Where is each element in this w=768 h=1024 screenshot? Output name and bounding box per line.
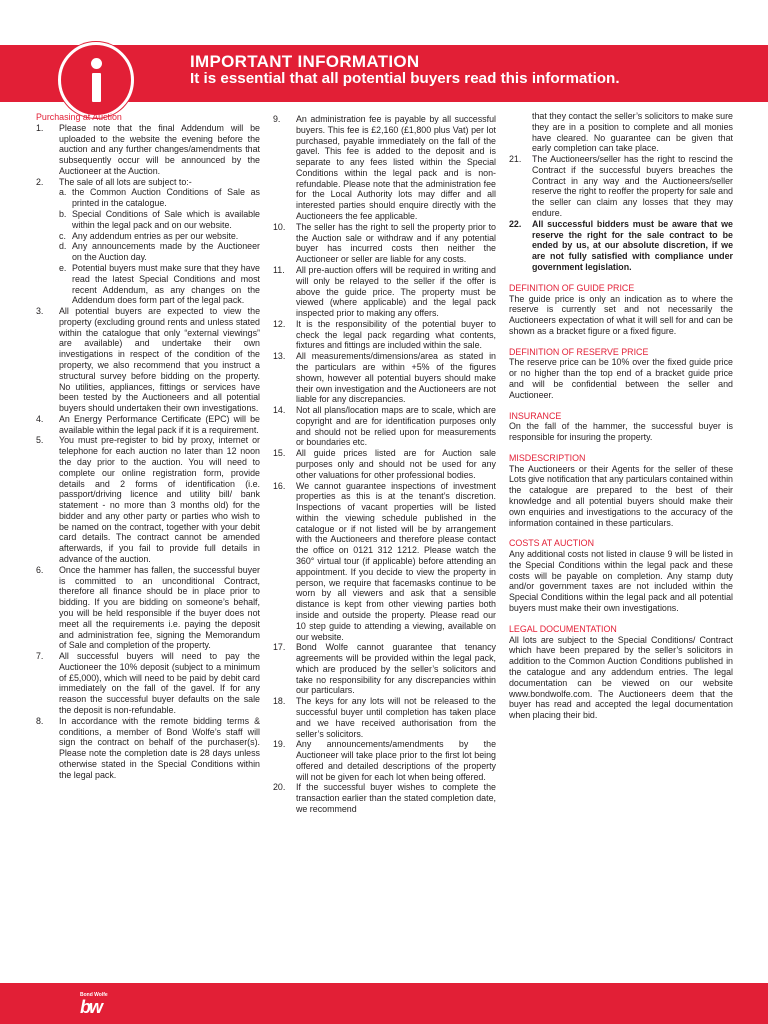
item-number: 5. (36, 435, 44, 446)
item-text: The keys for any lots will not be released to the successful buyer until completion has taken place and we have received authorisation from the seller’s solicitors. (296, 696, 496, 739)
item-number: 4. (36, 413, 44, 424)
list-item-6 (36, 565, 260, 651)
sub-item-letter: d. (59, 241, 67, 252)
list-item-3 (36, 306, 260, 414)
item-number: 8. (36, 715, 44, 726)
item-text: Bond Wolfe cannot guarantee that tenancy agreements will be provided within the legal pack, which are produced by the seller’s solicitors and take no responsibility for any discrepancies within our particulars. (296, 642, 496, 696)
logo-mark: bw (80, 997, 101, 1017)
section-heading-guide-price: DEFINITION OF GUIDE PRICE (509, 282, 635, 293)
item-text: Any announcements/amendments by the Auctioneer will take place prior to the first lot being offered and detailed descriptions of the property will not be given for each lot when being offered. (296, 739, 496, 782)
sub-item-text: Any addendum entries as per our website. (72, 230, 239, 241)
list-item-8 (36, 716, 260, 781)
list-item-18 (273, 696, 496, 739)
column-3 (509, 111, 733, 721)
sub-item-letter: a. (59, 187, 67, 198)
item-number: 9. (273, 114, 281, 124)
item-text: All measurements/dimensions/area as stated in the particulars are within +5% of the figures shown, however all potential buyers should make their own investigation and the Auctioneers are not liable for any discrepancies. (296, 351, 496, 405)
list-item-7 (36, 651, 260, 716)
item-number: 19. (273, 739, 286, 750)
item-number: 16. (273, 480, 286, 491)
info-icon-dot (91, 58, 102, 69)
item-text: All pre-auction offers will be required in writing and will only be relayed to the seller if the offer is above the guide price. The property must be viewed (where applicable) and the legal pack inspected prior to making any offers. (296, 264, 496, 319)
item-text: An administration fee is payable by all successful buyers. This fee is £2,160 (£1,800 plus Vat) per lot purchased, payable immediately on the fall of the gavel. This fee is added to the deposit and is separate to any fees listed within the Special Conditions within the legal pack and is non-refundable. Please note that the administration fee for the Local Authority lots may differ and all interested parties should enquire directly with the Auctioneers the fee applicable. (296, 114, 496, 222)
item-number: 3. (36, 306, 44, 317)
item-number: 18. (273, 696, 286, 707)
list-item-12 (273, 319, 496, 351)
info-icon-stem (92, 73, 101, 102)
item-number: 22. (509, 218, 522, 229)
page-subtitle: It is essential that all potential buyers read this information. (190, 70, 620, 87)
item-number: 2. (36, 176, 44, 187)
list-item-20 (273, 782, 496, 814)
item-text: In accordance with the remote bidding terms & conditions, a member of Bond Wolfe’s staff will sign the contract on behalf of the purchaser(s). Please note the completion date is 28 days unless otherwise stated in the Special Conditions within the legal pack. (59, 715, 260, 780)
list-item-14 (273, 405, 496, 448)
sub-item-c (59, 231, 260, 242)
sub-item-text: Potential buyers must make sure that they have read the latest Special Conditions and most recent Addendum, as any changes on the Addendum does form part of the legal pack. (72, 262, 260, 306)
item-number: 1. (36, 122, 44, 133)
column-2 (273, 114, 496, 815)
item-body (59, 177, 260, 306)
info-icon (58, 42, 134, 118)
item-number: 20. (273, 782, 286, 793)
item-number: 11. (273, 264, 285, 275)
section-text-reserve-price: The reserve price can be 10% over the fixed guide price or no higher than the top end of a bracket guide price and will be confidential between the seller and Auctioneer. (509, 357, 733, 400)
sub-item-b (59, 209, 260, 231)
item-number-spacer (509, 111, 532, 154)
list-item-10 (273, 222, 496, 265)
list-item-21 (509, 154, 733, 219)
spacer (509, 401, 733, 411)
list-item-11 (273, 265, 496, 319)
list-item-1 (36, 123, 260, 177)
list-item-22 (509, 219, 733, 273)
item-text: Not all plans/location maps are to scale, which are copyright and are for identification purposes only and should not be relied upon for measurements or boundaries etc. (296, 405, 496, 448)
item-text: Please note that the final Addendum will be uploaded to the website the evening before the auction and any further changes/amendments that subsequently occur will be announced by the Auctioneer at the Auction. (59, 122, 260, 176)
item-text: We cannot guarantee inspections of investment properties as this is at the tenant’s discretion. Inspections of vacant properties will be listed within the viewing schedule published in the catalogue or if not listed will be by arrangement with the Auctioneers and therefore please contact the office on 0121 312 1212. Please watch the 360° virtual tour (if applicable) before attending an appointment. If you decide to view the property in person, we require that facemasks continue to be worn by all viewers and ask that a sensible distance is kept from other viewing parties both inside and outside the property. Please read our 10 step guide to attending a viewing, available on our website. (296, 480, 496, 642)
item-number: 10. (273, 221, 286, 232)
section-text-costs: Any additional costs not listed in clause 9 will be listed in the Special Conditions within the legal pack and these costs will be payable on completion. Any stamp duty and/or government taxes are not included within the Special Conditions within the legal pack and all potential buyers must make their own investigations. (509, 549, 733, 614)
item-text: An Energy Performance Certificate (EPC) will be available within the legal pack if it is a requirement. (59, 413, 260, 435)
item-text: Once the hammer has fallen, the successful buyer is committed to an unconditional Contract, therefore all finance should be in place prior to bidding. If you are bidding on someone’s behalf, you will be held responsible if the buyer does not meet all the requirements i.e. paying the deposit and administration fee, signing the Memorandum of Sale and completion of the property. (59, 564, 260, 651)
item-text: that they contact the seller’s solicitors to make sure they are in a position to complete and all monies have cleared. No guarantee can be given that early completion can take place. (532, 111, 733, 154)
list-item-19 (273, 739, 496, 782)
section-heading-costs: COSTS AT AUCTION (509, 538, 594, 549)
item-text: It is the responsibility of the potential buyer to check the legal pack regarding what contents, fixtures and fittings are included within the sale. (296, 318, 496, 351)
spacer (509, 443, 733, 453)
item-text: All successful buyers will need to pay the Auctioneer the 10% deposit (subject to a minimum of £5,000), which will need to be paid by debit card immediately on the fall of the gavel. If for any reason the successful buyer defaults on the sale the deposit is non-refundable. (59, 651, 260, 715)
column-1 (36, 112, 260, 780)
sub-item-d (59, 241, 260, 263)
item-number: 12. (273, 318, 286, 329)
item-number: 17. (273, 642, 286, 653)
item-number: 7. (36, 651, 44, 662)
bond-wolfe-logo (80, 992, 120, 1020)
list-item-4 (36, 414, 260, 436)
spacer (509, 614, 733, 624)
list-item-20-continued (509, 111, 733, 154)
sub-item-text: Any announcements made by the Auctioneer on the Auction day. (72, 241, 260, 263)
section-heading-reserve-price: DEFINITION OF RESERVE PRICE (509, 346, 649, 357)
item-text: The seller has the right to sell the property prior to the Auction sale or withdraw and if any potential buyer has incurred costs then neither the Auctioneer or seller are liable for any costs. (296, 221, 496, 265)
sub-item-a (59, 187, 260, 209)
sub-item-letter: e. (59, 262, 67, 273)
section-text-misdescription: The Auctioneers or their Agents for the seller of these Lots give notification that any particulars contained within the catalogue are prepared to the best of their knowledge and all potential buyers should make their own enquiries and investigations to the accuracy of the information contained in these particulars. (509, 463, 733, 528)
list-item-17 (273, 642, 496, 696)
spacer (509, 337, 733, 347)
list-item-15 (273, 448, 496, 480)
item-number: 13. (273, 351, 286, 362)
item-text: The Auctioneers/seller has the right to rescind the Contract if the successful buyers breaches the Contract in any way and the Auctioneers/seller reserve the right to reoffer the property for sale and the seller can claim any losses that they may endure. (532, 154, 733, 219)
sub-item-letter: b. (59, 209, 67, 220)
section-text-guide-price: The guide price is only an indication as to where the reserve is currently set and not necessarily the Auctioneers expectation of what it will sell for and can be shown as a bracket figure or a fixed figure. (509, 293, 733, 336)
item-text: All successful bidders must be aware that we reserve the right for the sale contract to be ended by us, at our absolute discretion, if we are not fully satisfied with compliance under government legislation. (532, 218, 733, 272)
section-heading-purchasing: Purchasing at Auction (36, 112, 122, 122)
list-item-5 (36, 435, 260, 564)
sub-item-e (59, 263, 260, 306)
item-text: All potential buyers are expected to view the property (excluding ground rents and unless stated within the catalogue that only “external viewings” are available) and undertake their own investigations in respect of the condition of the property, we also recommend that you instruct a structural survey before bidding on the property. No utilities, appliances, fittings or services have been tested by the Auctioneers and all potential buyers should undertaken their own investigations. (59, 306, 260, 414)
list-item-2 (36, 177, 260, 306)
page-title: IMPORTANT INFORMATION (190, 52, 420, 71)
section-text-legal: All lots are subject to the Special Conditions/ Contract which have been prepared by the seller’s solicitors in addition to the Common Auction Conditions published in the catalogue and any addendum entries. The legal documentation can be viewed on our website www.bondwolfe.com. The Auctioneers deem that the buyer has read and accepted the legal documentation when placing their bid. (509, 634, 733, 721)
item-text: You must pre-register to bid by proxy, internet or telephone for each auction no later than 12 noon the day prior to the auction. You will need to complete our online registration form, provide details and 2 forms of identification (i.e. passport/driving licence and utility bill/ bank statement - no more than 3 months old) for the bidder and any other party or parties who wish to be named on the contract, together with your debit card details. The contract cannot be amended afterwards, if you fail to provide full details in advance of the auction. (59, 435, 260, 565)
sub-item-letter: c. (59, 230, 66, 241)
item-text: The sale of all lots are subject to:- (59, 176, 192, 187)
item-text: All guide prices listed are for Auction sale purposes only and should not be used for any other valuations for other professional bodies. (296, 448, 496, 480)
item-number: 14. (273, 405, 286, 416)
list-item-13 (273, 351, 496, 405)
spacer (509, 528, 733, 538)
item-text: If the successful buyer wishes to complete the transaction earlier than the stated completion date, we recommend (296, 782, 496, 814)
section-heading-legal: LEGAL DOCUMENTATION (509, 623, 617, 634)
section-heading-misdescription: MISDESCRIPTION (509, 452, 586, 463)
section-heading-insurance: INSURANCE (509, 410, 562, 421)
section-text-insurance: On the fall of the hammer, the successful buyer is responsible for insuring the property. (509, 421, 733, 443)
logo-wordmark: Bond Wolfe (80, 992, 108, 998)
list-item-16 (273, 481, 496, 643)
item-number: 15. (273, 448, 286, 459)
spacer (509, 273, 733, 283)
sub-item-text: Special Conditions of Sale which is available within the legal pack and on our website. (72, 209, 260, 230)
list-item-9 (273, 114, 496, 222)
sub-item-text: the Common Auction Conditions of Sale as printed in the catalogue. (72, 187, 260, 209)
item-number: 21. (509, 154, 522, 165)
item-number: 6. (36, 564, 44, 575)
